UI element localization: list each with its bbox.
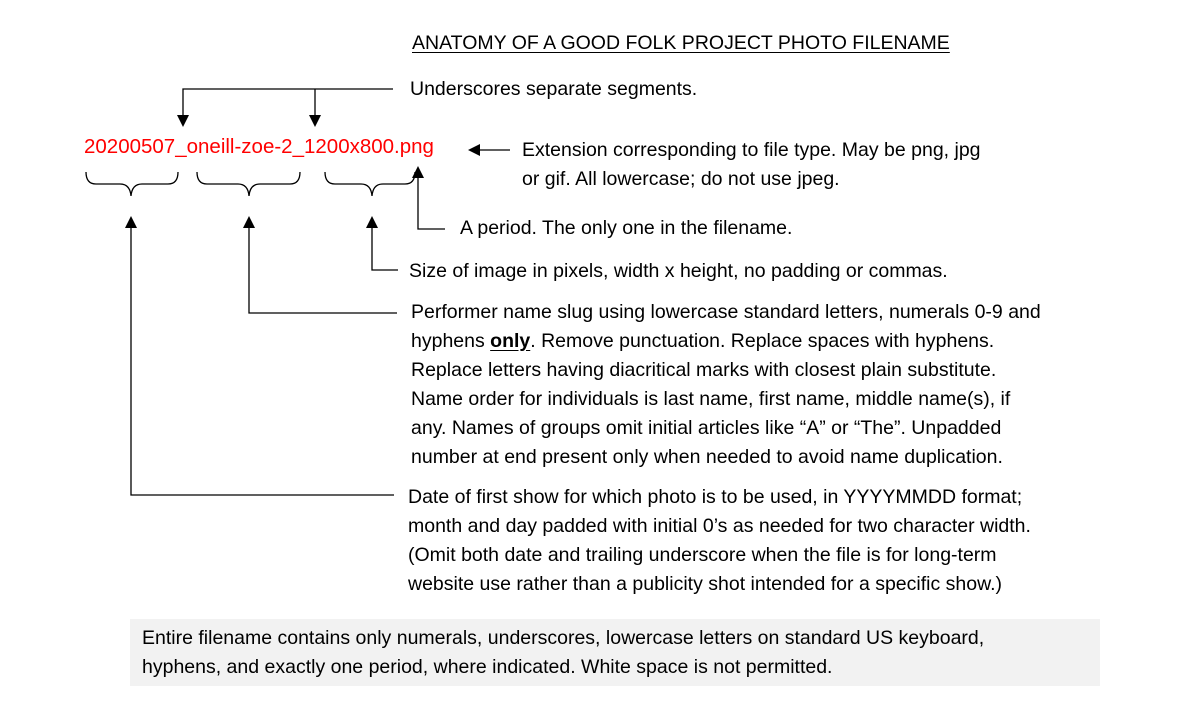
underscores-annotation: Underscores separate segments. (410, 78, 698, 100)
date-connector-line (131, 226, 394, 495)
period-annotation: A period. The only one in the filename. (460, 217, 793, 239)
performer-annotation-line: Performer name slug using lowercase standard letters, numerals 0-9 and (411, 301, 1041, 323)
date-annotation (408, 483, 1031, 599)
arrow-head-underscore-2 (309, 115, 321, 127)
arrow-head-extension (468, 144, 480, 156)
performer-annotation-line: Name order for individuals is last name, first name, middle name(s), if (411, 388, 1011, 410)
arrow-head-date (125, 216, 137, 228)
brace-performer (197, 172, 300, 196)
performer-annotation-line (411, 327, 1041, 356)
size-annotation: Size of image in pixels, width x height, no padding or commas. (409, 260, 948, 282)
size-connector-line (372, 226, 398, 270)
only-emphasis: only (490, 330, 531, 352)
date-annotation-line: (Omit both date and trailing underscore when the file is for long-term (408, 544, 997, 566)
rules-note-line: Entire filename contains only numerals, underscores, lowercase letters on standard US keyboard, (142, 627, 985, 649)
period-connector-line (418, 176, 445, 229)
performer-line2-after: . Remove punctuation. Replace spaces with hyphens. (530, 330, 995, 352)
date-annotation-line: website use rather than a publicity shot intended for a specific show.) (408, 573, 1002, 595)
rules-note (142, 624, 984, 682)
underscores-connector-line (183, 89, 393, 117)
performer-annotation-line: number at end present only when needed to avoid name duplication. (411, 446, 1003, 468)
date-annotation-line: Date of first show for which photo is to be used, in YYYYMMDD format; (408, 486, 1023, 508)
performer-annotation (411, 298, 1041, 472)
arrow-head-performer (243, 216, 255, 228)
example-filename: 20200507_oneill-zoe-2_1200x800.png (84, 135, 434, 158)
rules-note-line: hyphens, and exactly one period, where indicated. White space is not permitted. (142, 656, 833, 678)
date-annotation-line: month and day padded with initial 0’s as needed for two character width. (408, 515, 1031, 537)
performer-annotation-line: any. Names of groups omit initial articles like “A” or “The”. Unpadded (411, 417, 1002, 439)
extension-annotation (522, 136, 981, 194)
arrow-head-underscore-1 (177, 115, 189, 127)
brace-size (325, 172, 415, 196)
performer-line2-before: hyphens (411, 330, 491, 352)
arrow-head-size (366, 216, 378, 228)
extension-annotation-line: or gif. All lowercase; do not use jpeg. (522, 168, 840, 190)
brace-date (86, 172, 178, 196)
extension-annotation-line: Extension corresponding to file type. May be png, jpg (522, 139, 981, 161)
rules-note-box (130, 619, 1100, 686)
performer-annotation-line: Replace letters having diacritical marks with closest plain substitute. (411, 359, 997, 381)
arrow-head-period (412, 166, 424, 178)
diagram-title: ANATOMY OF A GOOD FOLK PROJECT PHOTO FILENAME (412, 32, 950, 54)
